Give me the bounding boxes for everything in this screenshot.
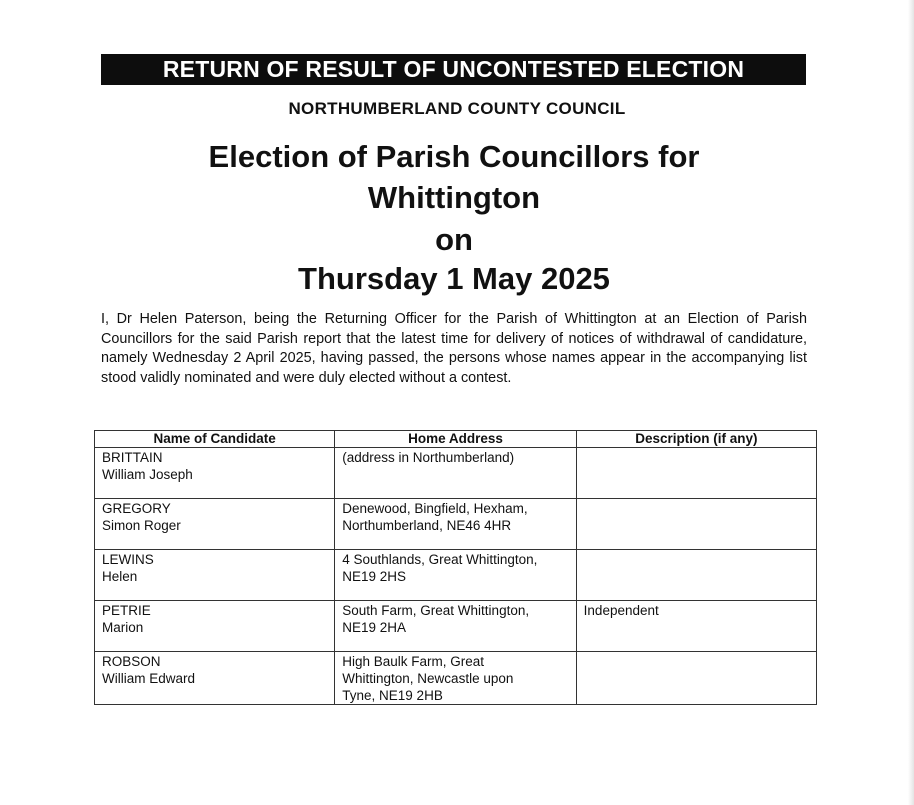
- address-line: NE19 2HA: [342, 620, 407, 635]
- candidate-description-cell: [576, 652, 816, 705]
- candidate-name-cell: [95, 448, 335, 499]
- table-row: [95, 652, 817, 705]
- address-line: Tyne, NE19 2HB: [342, 688, 443, 703]
- candidate-address-cell: [335, 601, 576, 652]
- candidate-address-cell: [335, 448, 576, 499]
- candidate-name-cell: [95, 652, 335, 705]
- table-header-row: [95, 431, 817, 448]
- candidate-surname: BRITTAIN: [102, 450, 163, 465]
- candidate-address-cell: [335, 550, 576, 601]
- table-row: [95, 550, 817, 601]
- candidate-surname: PETRIE: [102, 603, 151, 618]
- council-name: NORTHUMBERLAND COUNTY COUNCIL: [288, 99, 626, 118]
- page-edge-shadow: [908, 0, 914, 805]
- address-line: Northumberland, NE46 4HR: [342, 518, 512, 533]
- candidate-description-cell: [576, 499, 816, 550]
- candidate-name-cell: [95, 499, 335, 550]
- address-line: Whittington, Newcastle upon: [342, 671, 514, 686]
- candidate-forenames: Simon Roger: [102, 518, 181, 533]
- address-line: High Baulk Farm, Great: [342, 654, 485, 669]
- candidate-description-cell: [576, 601, 816, 652]
- table-row: [95, 499, 817, 550]
- table-row: [95, 601, 817, 652]
- candidate-forenames: William Joseph: [102, 467, 193, 482]
- address-line: 4 Southlands, Great Whittington,: [342, 552, 538, 567]
- candidate-description-cell: [576, 550, 816, 601]
- election-title-line-2: Whittington: [367, 180, 541, 215]
- address-line: NE19 2HS: [342, 569, 407, 584]
- candidate-surname: GREGORY: [102, 501, 171, 516]
- table-row: [95, 448, 817, 499]
- candidates-table: [94, 430, 817, 705]
- notice-banner: RETURN OF RESULT OF UNCONTESTED ELECTION: [101, 54, 806, 85]
- candidate-forenames: William Edward: [102, 671, 196, 686]
- candidate-surname: ROBSON: [102, 654, 161, 669]
- address-line: (address in Northumberland): [342, 450, 515, 465]
- election-title-line-1: Election of Parish Councillors for: [208, 139, 700, 174]
- candidate-forenames: Helen: [102, 569, 138, 584]
- header-name-of-candidate: Name of Candidate: [95, 431, 335, 448]
- election-title-line-4: Thursday 1 May 2025: [298, 261, 610, 296]
- candidate-description-cell: [576, 448, 816, 499]
- candidate-forenames: Marion: [102, 620, 144, 635]
- candidate-description: Independent: [583, 603, 659, 618]
- candidate-name-cell: [95, 601, 335, 652]
- header-description: Description (if any): [576, 431, 816, 448]
- address-line: South Farm, Great Whittington,: [342, 603, 530, 618]
- candidate-address-cell: [335, 499, 576, 550]
- address-line: Denewood, Bingfield, Hexham,: [342, 501, 528, 516]
- election-title-line-3: on: [435, 222, 473, 257]
- candidate-name-cell: [95, 550, 335, 601]
- returning-officer-statement: I, Dr Helen Paterson, being the Returning Officer for the Parish of Whittington at an Election of Parish Councillors for the said Parish report that the latest time for delivery of notices of withdrawal of candidature, namely Wednesday 2 April 2025, having passed, the persons whose names appear in the accompanying list stood validly nominated and were duly elected without a contest.: [101, 311, 807, 386]
- candidate-address-cell: [335, 652, 576, 705]
- header-home-address: Home Address: [335, 431, 576, 448]
- candidate-surname: LEWINS: [102, 552, 154, 567]
